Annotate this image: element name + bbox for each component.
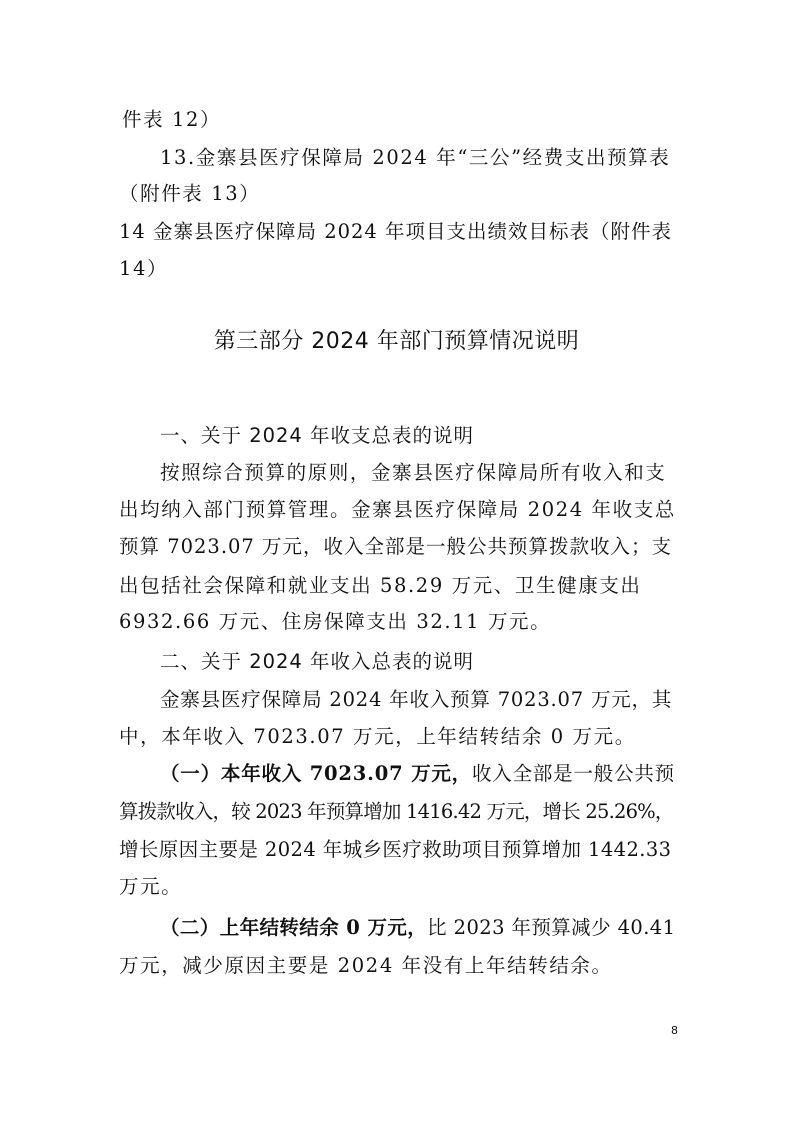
paragraph-text: 比 2023 年预算减少 40.41 [427, 916, 676, 939]
paragraph-line: 金寨县医疗保障局 2024 年收入预算 7023.07 万元，其 [160, 688, 673, 711]
text-line: 件表 12） [122, 108, 222, 131]
paragraph-line: 出包括社会保障和就业支出 58.29 万元、卫生健康支出 [119, 574, 642, 597]
paragraph-line [160, 760, 675, 788]
text-line: 13.金寨县医疗保障局 2024 年“三公”经费支出预算表 [160, 146, 671, 169]
paragraph-line: 算拨款收入，较 2023 年预算增加 1416.42 万元，增长 25.26%， [119, 800, 674, 823]
section-title: 第三部分 2024 年部门预算情况说明 [213, 329, 580, 354]
text-line: 14） [119, 257, 169, 280]
paragraph-line: 中，本年收入 7023.07 万元，上年结转结余 0 万元。 [119, 725, 636, 748]
paragraph-line: 增长原因主要是 2024 年城乡医疗救助项目预算增加 1442.33 [119, 838, 672, 861]
text-line: 14 金寨县医疗保障局 2024 年项目支出绩效目标表（附件表 [119, 220, 673, 243]
paragraph-line: 按照综合预算的原则，金寨县医疗保障局所有收入和支 [160, 461, 667, 484]
section-heading: 一、关于 2024 年收支总表的说明 [160, 424, 475, 447]
paragraph-line: 万元，减少原因主要是 2024 年没有上年结转结余。 [119, 954, 613, 977]
paragraph-line: 预算 7023.07 万元，收入全部是一般公共预算拨款收入；支 [119, 535, 673, 558]
section-heading: 二、关于 2024 年收入总表的说明 [160, 650, 475, 673]
paragraph-text: 收入全部是一般公共预 [471, 762, 675, 785]
paragraph-line [160, 914, 675, 942]
text-line: （附件表 13） [119, 182, 261, 205]
paragraph-line: 万元。 [119, 875, 183, 898]
subheading: （二）上年结转结余 0 万元， [160, 916, 428, 939]
paragraph-line: 出均纳入部门预算管理。金寨县医疗保障局 2024 年收支总 [119, 498, 676, 521]
page-number: 8 [671, 1024, 678, 1037]
subheading: （一）本年收入 7023.07 万元， [160, 762, 472, 785]
paragraph-line: 6932.66 万元、住房保障支出 32.11 万元。 [119, 610, 552, 633]
